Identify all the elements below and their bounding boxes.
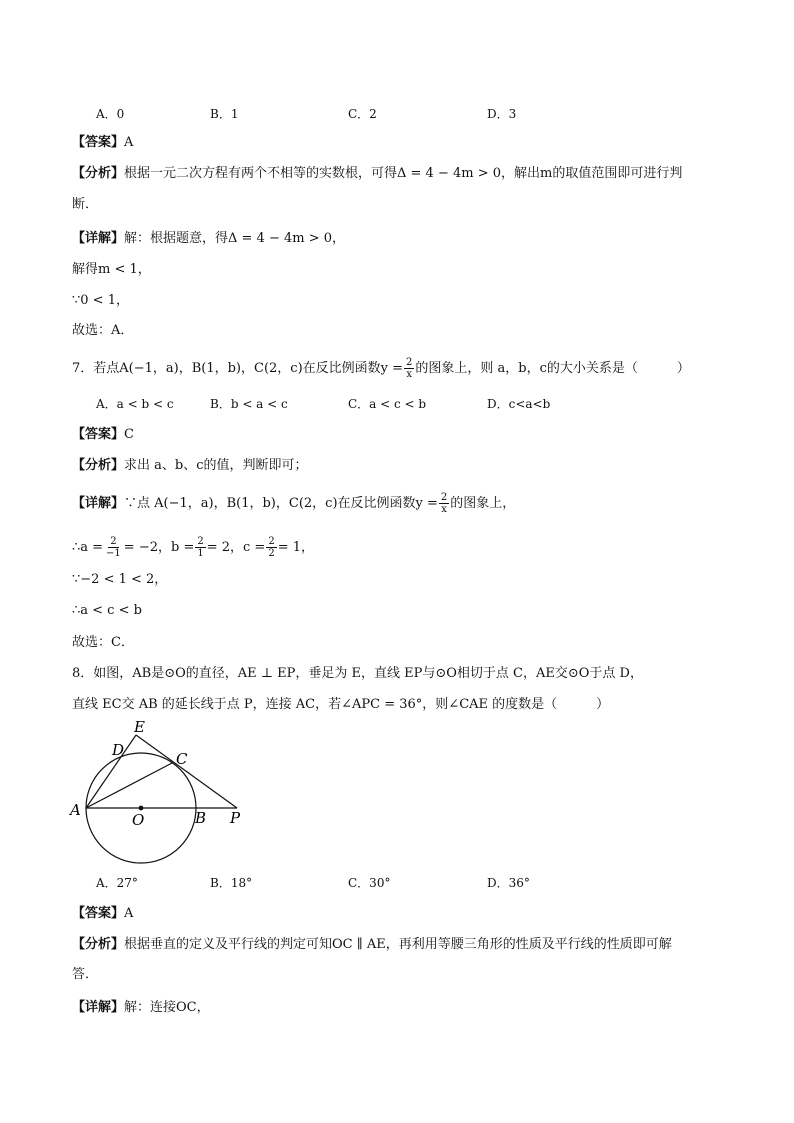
q6-analysis-line-1 xyxy=(72,165,682,183)
q7-detail-line-4: ∴a < c < b xyxy=(72,603,142,618)
answer-value: A xyxy=(124,906,134,921)
q7-stem-prefix: 7．若点A(−1，a)，B(1，b)，C(2，c)在反比例函数y = xyxy=(72,361,404,376)
fraction-numerator: 2 xyxy=(440,492,448,503)
q7-option-c: C．a < c < b xyxy=(348,397,427,411)
analysis-text: 根据一元二次方程有两个不相等的实数根，可得Δ = 4 − 4m > 0，解出m的取值范围即可进行判 xyxy=(124,166,683,181)
fraction-denominator: x xyxy=(441,504,447,515)
calc-b-fraction xyxy=(195,536,205,559)
q8-stem-line-1: 8．如图，AB是⊙O的直径，AE ⊥ EP，垂足为 E，直线 EP与⊙O相切于点 C，AE交⊙O于点 D， xyxy=(72,666,643,681)
detail-text: 解：连接OC， xyxy=(124,1000,210,1015)
label-p: P xyxy=(230,809,241,827)
q8-option-a: A．27° xyxy=(96,876,138,890)
q7-option-d: D．c<a<b xyxy=(487,397,551,411)
analysis-label: 【分析】 xyxy=(72,166,125,181)
detail-text: 解：根据题意，得Δ = 4 − 4m > 0， xyxy=(124,231,346,246)
analysis-label: 【分析】 xyxy=(72,937,125,952)
q8-option-c: C．30° xyxy=(348,876,391,890)
q7-analysis xyxy=(72,457,308,475)
q6-option-b: B．1 xyxy=(210,107,239,121)
q7-option-b: B．b < a < c xyxy=(210,397,288,411)
calc-c-suffix: = 1， xyxy=(277,540,314,555)
q6-option-d: D．3 xyxy=(487,107,517,121)
q7-detail-line-1 xyxy=(72,492,515,515)
q6-detail-line-1 xyxy=(72,230,345,248)
q8-analysis-line-2: 答． xyxy=(72,967,99,982)
fraction-numerator: 2 xyxy=(110,536,117,547)
detail-text-suffix: 的图象上， xyxy=(450,496,516,511)
detail-label: 【详解】 xyxy=(72,1000,125,1015)
fraction-denominator: 1 xyxy=(197,548,204,559)
fraction-numerator: 2 xyxy=(268,536,275,547)
label-a: A xyxy=(70,801,81,819)
fraction-numerator: 2 xyxy=(197,536,204,547)
q7-option-a: A．a < b < c xyxy=(96,397,174,411)
calc-c-fraction xyxy=(266,536,276,559)
fraction-denominator: −1 xyxy=(106,548,121,559)
q8-geometry-figure xyxy=(66,718,256,870)
detail-label: 【详解】 xyxy=(72,496,125,511)
q7-detail-line-5: 故选：C． xyxy=(72,635,134,650)
q7-detail-fraction xyxy=(439,492,449,515)
calc-b-suffix: = 2，c = xyxy=(206,540,266,555)
q8-option-b: B．18° xyxy=(210,876,253,890)
analysis-label: 【分析】 xyxy=(72,458,125,473)
segment-ac xyxy=(86,763,172,808)
analysis-text: 根据垂直的定义及平行线的判定可知OC ∥ AE，再利用等腰三角形的性质及平行线的性质即可解 xyxy=(124,937,672,952)
q8-stem-line-2: 直线 EC交 AB 的延长线于点 P，连接 AC，若∠APC = 36°，则∠CAE 的度数是（ ） xyxy=(72,697,610,712)
q6-option-a: A．0 xyxy=(96,107,125,121)
answer-label: 【答案】 xyxy=(72,135,125,150)
detail-label: 【详解】 xyxy=(72,231,125,246)
q7-detail-line-3: ∵−2 < 1 < 2， xyxy=(72,572,168,587)
q8-answer xyxy=(72,905,133,923)
q8-analysis-line-1 xyxy=(72,936,672,954)
q8-detail-line-1 xyxy=(72,999,210,1017)
fraction-denominator: 2 xyxy=(268,548,275,559)
q6-analysis-line-2: 断． xyxy=(72,197,99,212)
q6-option-c: C．2 xyxy=(348,107,377,121)
q8-option-d: D．36° xyxy=(487,876,530,890)
segment-ep xyxy=(136,735,237,808)
answer-value: A xyxy=(124,135,134,150)
calc-a-prefix: ∴a = xyxy=(72,540,104,555)
answer-value: C xyxy=(124,427,134,442)
calc-a-fraction xyxy=(104,536,123,559)
q7-calc-line xyxy=(72,536,314,559)
label-d: D xyxy=(112,741,125,759)
label-o: O xyxy=(132,811,145,829)
detail-text: ∵点 A(−1，a)，B(1，b)，C(2，c)在反比例函数y = xyxy=(124,496,438,511)
fraction-numerator: 2 xyxy=(406,357,413,368)
q6-detail-line-3: ∵0 < 1， xyxy=(72,293,129,308)
label-b: B xyxy=(195,809,207,827)
label-c: C xyxy=(176,750,188,768)
answer-label: 【答案】 xyxy=(72,906,125,921)
calc-a-suffix: = −2，b = xyxy=(123,540,195,555)
q6-detail-line-4: 故选：A． xyxy=(72,323,134,338)
q7-stem xyxy=(72,357,690,380)
fraction-denominator: x xyxy=(406,369,413,380)
answer-label: 【答案】 xyxy=(72,427,125,442)
q7-answer xyxy=(72,426,134,444)
q7-stem-suffix: 的图象上，则 a，b，c的大小关系是（ ） xyxy=(415,361,690,376)
label-e: E xyxy=(134,718,145,736)
segment-ae xyxy=(86,735,136,808)
q6-answer xyxy=(72,134,133,152)
analysis-text: 求出 a、b、c的值，判断即可； xyxy=(124,458,308,473)
q7-stem-fraction xyxy=(404,357,414,380)
point-o-dot xyxy=(139,806,144,811)
q6-detail-line-2: 解得m < 1， xyxy=(72,262,151,277)
